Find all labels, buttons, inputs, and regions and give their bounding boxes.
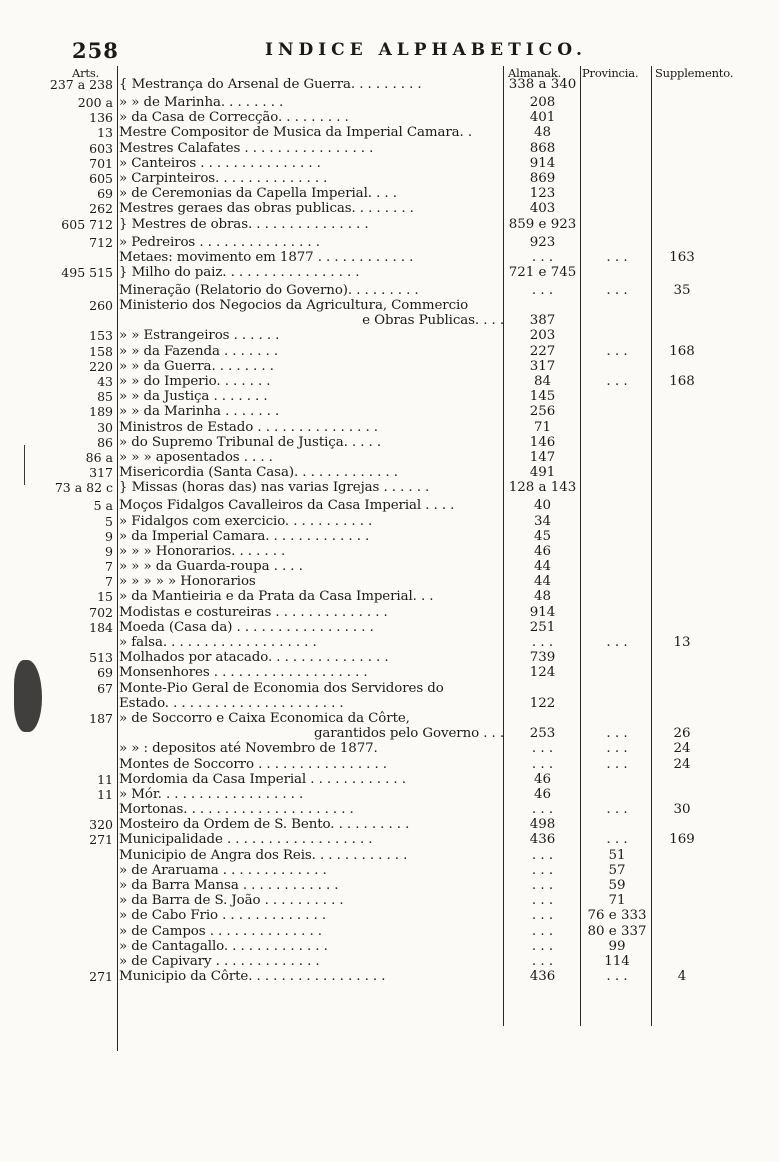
paper-stain bbox=[14, 660, 42, 732]
index-row bbox=[0, 435, 779, 450]
column-header-arts: Arts. bbox=[72, 66, 99, 80]
entry-description: » de Araruama . . . . . . . . . . . . . bbox=[119, 862, 327, 878]
entry-description: Municipalidade . . . . . . . . . . . . . . . . . . bbox=[119, 832, 373, 848]
entry-supplemento: 24 bbox=[673, 756, 691, 772]
index-row bbox=[0, 954, 779, 969]
entry-article: 271 bbox=[89, 832, 113, 848]
entry-description: » de Campos . . . . . . . . . . . . . . bbox=[119, 923, 322, 939]
entry-article: 13 bbox=[97, 125, 113, 141]
entry-article: 220 bbox=[89, 358, 113, 374]
entry-almanak: 34 bbox=[533, 513, 552, 529]
entry-article: 271 bbox=[89, 969, 113, 985]
index-row bbox=[0, 450, 779, 465]
entry-description: » Mór. . . . . . . . . . . . . . . . . . bbox=[119, 786, 304, 802]
entry-description: » de Soccorro e Caixa Economica da Côrte, bbox=[119, 710, 410, 726]
entry-description: » » do Imperio. . . . . . . bbox=[119, 374, 271, 389]
entry-almanak: . . . bbox=[531, 938, 554, 954]
index-row bbox=[0, 574, 779, 589]
index-row bbox=[0, 283, 779, 298]
entry-provincia: . . . bbox=[606, 343, 628, 359]
index-row bbox=[0, 344, 779, 359]
entry-article: 43 bbox=[97, 374, 113, 389]
entry-description: Mortonas. . . . . . . . . . . . . . . . . . . . . bbox=[119, 802, 354, 818]
index-row bbox=[0, 559, 779, 574]
entry-provincia: . . . bbox=[606, 741, 628, 757]
entry-article: 5 a bbox=[93, 498, 113, 514]
entry-description: Mestre Compositor de Musica da Imperial Camara. . bbox=[119, 125, 473, 141]
column-header-supplemento: Supplemento. bbox=[655, 66, 734, 80]
index-row bbox=[0, 939, 779, 954]
entry-description: } Milho do paiz. . . . . . . . . . . . . . . . . bbox=[119, 264, 360, 280]
entry-almanak: 436 bbox=[529, 832, 556, 848]
entry-almanak: 46 bbox=[533, 543, 552, 559]
entry-almanak: 124 bbox=[529, 665, 556, 681]
entry-article: 85 bbox=[97, 389, 113, 405]
entry-supplemento: 24 bbox=[673, 741, 691, 757]
entry-article: 260 bbox=[89, 298, 113, 314]
entry-description: » » da Fazenda . . . . . . . bbox=[119, 343, 279, 359]
entry-article: 69 bbox=[97, 186, 113, 202]
index-row bbox=[0, 863, 779, 878]
entry-almanak: 869 bbox=[529, 170, 556, 186]
entry-description: » da Casa de Correcção. . . . . . . . . bbox=[119, 110, 349, 126]
entry-almanak: . . . bbox=[531, 862, 554, 878]
entry-description: » » » » » Honorarios bbox=[119, 574, 256, 590]
index-row bbox=[0, 848, 779, 863]
index-row bbox=[0, 589, 779, 604]
entry-article: 513 bbox=[89, 650, 113, 666]
entry-article: 30 bbox=[97, 419, 113, 435]
entry-supplemento: 163 bbox=[669, 249, 695, 265]
index-row bbox=[0, 787, 779, 802]
entry-description: » de Ceremonias da Capella Imperial. . . . bbox=[119, 186, 397, 202]
entry-almanak: 387 bbox=[529, 313, 556, 329]
entry-provincia: . . . bbox=[606, 802, 628, 818]
entry-almanak: 317 bbox=[529, 358, 556, 374]
index-row bbox=[0, 359, 779, 374]
entry-almanak: 123 bbox=[529, 186, 556, 202]
entry-description: » da Imperial Camara. . . . . . . . . . . . . bbox=[119, 528, 370, 544]
entry-almanak: 48 bbox=[533, 125, 552, 141]
entry-article: 153 bbox=[89, 328, 113, 344]
index-row bbox=[0, 681, 779, 696]
index-row bbox=[0, 741, 779, 756]
entry-article: 184 bbox=[89, 619, 113, 635]
index-row bbox=[0, 802, 779, 817]
entry-description: Mordomia da Casa Imperial . . . . . . . . . . . . bbox=[119, 771, 406, 787]
index-row bbox=[0, 620, 779, 635]
entry-article: 605 bbox=[89, 170, 113, 186]
index-row bbox=[0, 893, 779, 908]
entry-almanak: 914 bbox=[529, 604, 556, 620]
entry-article: 69 bbox=[97, 665, 113, 681]
entry-almanak: . . . bbox=[531, 635, 554, 650]
index-entries bbox=[0, 77, 779, 984]
entry-description: Misericordia (Santa Casa). . . . . . . . . . . . . bbox=[119, 465, 398, 481]
index-row bbox=[0, 514, 779, 529]
entry-almanak: 436 bbox=[529, 969, 556, 985]
entry-provincia: . . . bbox=[606, 832, 628, 848]
entry-provincia: 76 e 333 bbox=[587, 908, 647, 924]
index-row bbox=[0, 711, 779, 726]
entry-provincia: . . . bbox=[606, 635, 628, 650]
entry-article: 237 a 238 bbox=[49, 77, 113, 92]
entry-almanak: 147 bbox=[529, 449, 556, 465]
entry-almanak: 859 e 923 bbox=[508, 216, 577, 232]
entry-description: » de Cantagallo. . . . . . . . . . . . . bbox=[119, 938, 328, 954]
index-row bbox=[0, 465, 779, 480]
entry-almanak: . . . bbox=[531, 953, 554, 969]
entry-description: Modistas e costureiras . . . . . . . . . . . . . . bbox=[119, 604, 388, 620]
entry-article: 187 bbox=[89, 710, 113, 726]
entry-almanak: . . . bbox=[531, 756, 554, 772]
index-row bbox=[0, 250, 779, 265]
column-header-almanak: Almanak. bbox=[508, 66, 562, 80]
entry-description: { Mestrança do Arsenal de Guerra. . . . . . . . . bbox=[119, 77, 422, 92]
entry-almanak: . . . bbox=[531, 847, 554, 863]
entry-article: 9 bbox=[105, 543, 113, 559]
entry-almanak: 739 bbox=[529, 650, 556, 666]
index-row bbox=[0, 969, 779, 984]
entry-almanak: 44 bbox=[533, 574, 552, 590]
entry-description: Monsenhores . . . . . . . . . . . . . . . . . . . bbox=[119, 665, 368, 681]
entry-article: 86 bbox=[97, 434, 113, 450]
entry-almanak: 256 bbox=[529, 404, 556, 420]
entry-almanak: . . . bbox=[531, 908, 554, 924]
entry-description: Municipio da Côrte. . . . . . . . . . . . . . . . . bbox=[119, 969, 386, 985]
index-row bbox=[0, 77, 779, 95]
entry-description: Moeda (Casa da) . . . . . . . . . . . . . . . . . bbox=[119, 619, 374, 635]
entry-description: Ministros de Estado . . . . . . . . . . . . . . . bbox=[119, 419, 378, 435]
entry-description: » falsa. . . . . . . . . . . . . . . . . . . bbox=[119, 635, 317, 650]
entry-provincia: 114 bbox=[604, 953, 630, 969]
index-row bbox=[0, 217, 779, 235]
entry-provincia: . . . bbox=[606, 756, 628, 772]
entry-almanak: 498 bbox=[529, 817, 556, 833]
margin-mark bbox=[24, 445, 25, 485]
entry-article: 495 515 bbox=[61, 264, 113, 280]
entry-provincia: 99 bbox=[608, 938, 626, 954]
entry-article: 15 bbox=[97, 589, 113, 605]
entry-article: 136 bbox=[89, 110, 113, 126]
entry-description: Metaes: movimento em 1877 . . . . . . . . . . . . bbox=[119, 249, 414, 265]
entry-almanak: 122 bbox=[529, 695, 556, 711]
index-row bbox=[0, 404, 779, 419]
page-number: 258 bbox=[72, 38, 119, 63]
entry-provincia: . . . bbox=[606, 726, 628, 742]
entry-description: » » » Honorarios. . . . . . . bbox=[119, 543, 286, 559]
index-row bbox=[0, 498, 779, 513]
index-row bbox=[0, 757, 779, 772]
entry-article: 712 bbox=[89, 234, 113, 250]
entry-description: » » da Guerra. . . . . . . . bbox=[119, 358, 274, 374]
entry-almanak: 721 e 745 bbox=[508, 264, 577, 280]
entry-description: } Missas (horas das) nas varias Igrejas . . . . . . bbox=[119, 480, 430, 496]
entry-article: 5 bbox=[105, 513, 113, 529]
index-row bbox=[0, 924, 779, 939]
entry-description: » » » da Guarda-roupa . . . . bbox=[119, 559, 303, 575]
entry-article: 9 bbox=[105, 528, 113, 544]
entry-description: Estado. . . . . . . . . . . . . . . . . . . . . . bbox=[119, 695, 344, 711]
entry-description: » » da Justiça . . . . . . . bbox=[119, 389, 268, 405]
entry-article: 7 bbox=[105, 559, 113, 575]
index-row bbox=[0, 313, 779, 328]
index-row bbox=[0, 298, 779, 313]
entry-description: Montes de Soccorro . . . . . . . . . . . . . . . . bbox=[119, 756, 387, 772]
entry-provincia: 59 bbox=[608, 878, 626, 893]
entry-description: } Mestres de obras. . . . . . . . . . . . . . . bbox=[119, 216, 369, 232]
entry-almanak: 227 bbox=[529, 343, 556, 359]
entry-almanak: 203 bbox=[529, 328, 556, 344]
entry-description: garantidos pelo Governo . . . bbox=[313, 726, 504, 742]
entry-provincia: 51 bbox=[608, 847, 626, 863]
entry-article: 189 bbox=[89, 404, 113, 420]
entry-almanak: 48 bbox=[533, 589, 552, 605]
entry-supplemento: 4 bbox=[677, 969, 687, 985]
entry-article: 158 bbox=[89, 343, 113, 359]
entry-almanak: . . . bbox=[531, 249, 554, 265]
entry-almanak: 45 bbox=[533, 528, 552, 544]
entry-almanak: 44 bbox=[533, 559, 552, 575]
entry-almanak: . . . bbox=[531, 802, 554, 818]
entry-almanak: 401 bbox=[529, 110, 556, 126]
entry-article: 605 712 bbox=[61, 216, 113, 232]
index-row bbox=[0, 635, 779, 650]
entry-almanak: 128 a 143 bbox=[508, 480, 577, 496]
entry-almanak: 338 a 340 bbox=[508, 77, 577, 92]
entry-article: 11 bbox=[97, 786, 113, 802]
index-row bbox=[0, 908, 779, 923]
index-row bbox=[0, 156, 779, 171]
index-row bbox=[0, 817, 779, 832]
entry-almanak: 251 bbox=[529, 619, 556, 635]
entry-description: » » Estrangeiros . . . . . . bbox=[119, 328, 280, 344]
column-header-provincia: Provincia. bbox=[582, 66, 639, 80]
entry-description: » Canteiros . . . . . . . . . . . . . . . bbox=[119, 155, 321, 171]
entry-article: 320 bbox=[89, 817, 113, 833]
entry-description: e Obras Publicas. . . . bbox=[362, 313, 504, 329]
index-row bbox=[0, 125, 779, 140]
entry-almanak: 208 bbox=[529, 95, 556, 110]
entry-description: » do Supremo Tribunal de Justiça. . . . . bbox=[119, 434, 381, 450]
index-row bbox=[0, 544, 779, 559]
entry-description: » » : depositos até Novembro de 1877. bbox=[119, 741, 378, 757]
entry-almanak: 914 bbox=[529, 155, 556, 171]
entry-article: 86 a bbox=[85, 449, 113, 465]
index-row bbox=[0, 832, 779, 847]
index-row bbox=[0, 374, 779, 389]
entry-description: » Carpinteiros. . . . . . . . . . . . . . bbox=[119, 170, 328, 186]
index-row bbox=[0, 772, 779, 787]
page-header bbox=[0, 38, 779, 64]
entry-almanak: 868 bbox=[529, 140, 556, 156]
entry-description: Mestres Calafates . . . . . . . . . . . . . . . . bbox=[119, 140, 374, 156]
entry-almanak: 40 bbox=[533, 498, 552, 514]
index-row bbox=[0, 878, 779, 893]
index-row bbox=[0, 605, 779, 620]
entry-description: » » da Marinha . . . . . . . bbox=[119, 404, 280, 420]
index-row bbox=[0, 696, 779, 711]
entry-almanak: . . . bbox=[531, 923, 554, 939]
entry-almanak: . . . bbox=[531, 282, 554, 298]
index-row bbox=[0, 186, 779, 201]
entry-article: 701 bbox=[89, 155, 113, 171]
entry-almanak: . . . bbox=[531, 741, 554, 757]
entry-article: 73 a 82 c bbox=[54, 480, 113, 496]
entry-almanak: 84 bbox=[533, 374, 552, 389]
entry-description: » » » aposentados . . . . bbox=[119, 449, 273, 465]
entry-description: Monte-Pio Geral de Economia dos Servidores do bbox=[119, 680, 444, 696]
entry-description: » Pedreiros . . . . . . . . . . . . . . . bbox=[119, 234, 320, 250]
entry-provincia: . . . bbox=[606, 282, 628, 298]
index-row bbox=[0, 650, 779, 665]
index-row bbox=[0, 171, 779, 186]
entry-article: 603 bbox=[89, 140, 113, 156]
entry-description: » Fidalgos com exercicio. . . . . . . . . . . bbox=[119, 513, 373, 529]
index-row bbox=[0, 201, 779, 216]
index-row bbox=[0, 235, 779, 250]
entry-description: Moços Fidalgos Cavalleiros da Casa Imperial . . . . bbox=[119, 498, 455, 514]
entry-description: Municipio de Angra dos Reis. . . . . . . . . . . . bbox=[119, 847, 408, 863]
entry-almanak: 253 bbox=[529, 726, 556, 742]
index-row bbox=[0, 480, 779, 498]
page-title: INDICE ALPHABETICO. bbox=[265, 40, 587, 60]
index-row bbox=[0, 265, 779, 283]
entry-supplemento: 168 bbox=[669, 374, 695, 389]
entry-almanak: 403 bbox=[529, 201, 556, 217]
entry-supplemento: 26 bbox=[673, 726, 691, 742]
entry-supplemento: 30 bbox=[673, 802, 691, 818]
index-row bbox=[0, 110, 779, 125]
entry-supplemento: 168 bbox=[669, 343, 695, 359]
entry-supplemento: 13 bbox=[673, 635, 691, 650]
entry-article: 200 a bbox=[77, 95, 113, 110]
entry-description: » de Cabo Frio . . . . . . . . . . . . . bbox=[119, 908, 327, 924]
entry-provincia: . . . bbox=[606, 249, 628, 265]
entry-almanak: . . . bbox=[531, 893, 554, 909]
entry-article: 67 bbox=[97, 680, 113, 696]
entry-description: » de Capivary . . . . . . . . . . . . . bbox=[119, 953, 320, 969]
entry-provincia: 80 e 337 bbox=[587, 923, 647, 939]
entry-provincia: 57 bbox=[608, 862, 626, 878]
entry-almanak: 146 bbox=[529, 434, 556, 450]
index-row bbox=[0, 389, 779, 404]
entry-almanak: 46 bbox=[533, 771, 552, 787]
entry-provincia: 71 bbox=[608, 893, 626, 909]
entry-article: 11 bbox=[97, 771, 113, 787]
entry-provincia: . . . bbox=[606, 969, 628, 985]
entry-almanak: 145 bbox=[529, 389, 556, 405]
entry-article: 262 bbox=[89, 201, 113, 217]
entry-description: Molhados por atacado. . . . . . . . . . . . . . . bbox=[119, 650, 389, 666]
index-row bbox=[0, 529, 779, 544]
entry-article: 702 bbox=[89, 604, 113, 620]
entry-supplemento: 169 bbox=[669, 832, 695, 848]
index-row bbox=[0, 726, 779, 741]
index-row bbox=[0, 141, 779, 156]
entry-almanak: 491 bbox=[529, 465, 556, 481]
entry-almanak: 46 bbox=[533, 786, 552, 802]
entry-description: Ministerio dos Negocios da Agricultura, Commercio bbox=[119, 298, 469, 314]
entry-almanak: 71 bbox=[533, 419, 552, 435]
entry-description: » da Mantieiria e da Prata da Casa Imperial. . . bbox=[119, 589, 434, 605]
entry-supplemento: 35 bbox=[673, 282, 691, 298]
index-row bbox=[0, 328, 779, 343]
entry-description: Mestres geraes das obras publicas. . . . . . . . bbox=[119, 201, 414, 217]
entry-almanak: . . . bbox=[531, 878, 554, 893]
index-row bbox=[0, 665, 779, 680]
entry-article: 7 bbox=[105, 574, 113, 590]
entry-provincia: . . . bbox=[606, 374, 628, 389]
entry-description: » da Barra Mansa . . . . . . . . . . . . bbox=[119, 878, 339, 893]
entry-description: Mosteiro da Ordem de S. Bento. . . . . . . . . . bbox=[119, 817, 410, 833]
index-row bbox=[0, 95, 779, 110]
entry-description: » da Barra de S. João . . . . . . . . . . bbox=[119, 893, 344, 909]
entry-almanak: 923 bbox=[529, 234, 556, 250]
entry-description: » » de Marinha. . . . . . . . bbox=[119, 95, 284, 110]
entry-description: Mineração (Relatorio do Governo). . . . . . . . . bbox=[119, 282, 419, 298]
entry-article: 317 bbox=[89, 465, 113, 481]
index-row bbox=[0, 420, 779, 435]
